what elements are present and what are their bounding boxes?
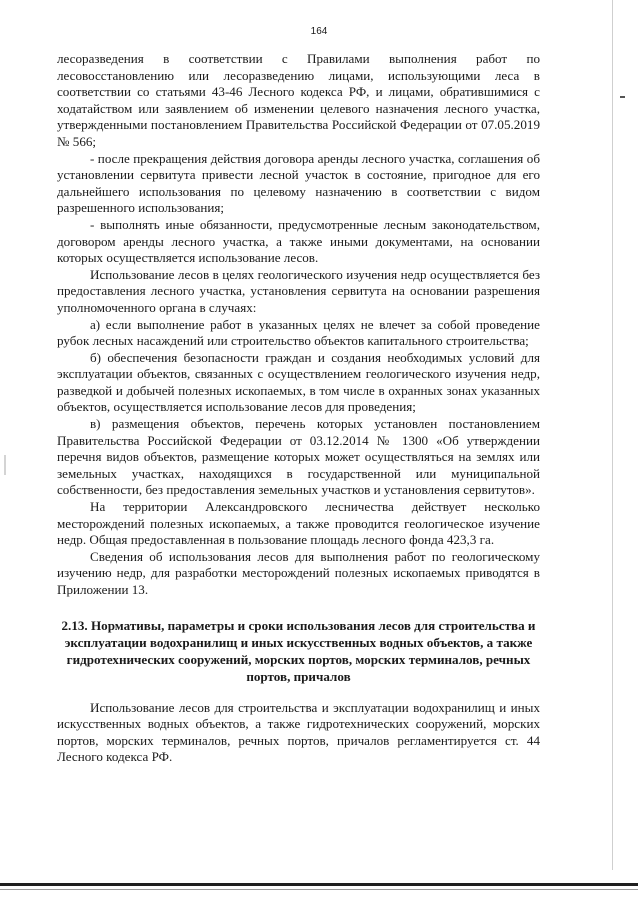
paragraph: Использование лесов в целях геологического изучения недр осуществляется без предоставления лесного участка, установления сервитута на основании разрешения уполномоченного органа в случаях: [57,266,540,315]
section-heading: 2.13. Нормативы, параметры и сроки использования лесов для строительства и эксплуатации водохранилищ и иных искусственных водных объектов, а также гидротехнических сооружений, морских портов, морских терминалов, речных портов, причалов [61,617,536,684]
document-body [57,51,540,766]
paragraph-list-item: а) если выполнение работ в указанных целях не влечет за собой проведение рубок лесных насаждений или строительство объектов капитального строительства; [57,316,540,349]
scan-edge-line [612,0,613,870]
paragraph: На территории Александровского лесничества действует несколько месторождений полезных ископаемых, а также проводится геологическое изучение недр. Общая предоставленная в пользование площадь лесного фонда 423,3 га. [57,499,540,548]
bottom-scan-rule-thin [0,889,638,890]
scan-mark [620,96,625,98]
paragraph-list-item: б) обеспечения безопасности граждан и создания необходимых условий для эксплуатации объектов, связанных с осуществлением геологического изучения недр, разведкой и добычей полезных ископаемых, в том числе в охранных зонах указанных объектов, осуществляется использование лесов для проведения; [57,349,540,415]
paragraph-list-item: - после прекращения действия договора аренды лесного участка, соглашения об установлении сервитута привести лесной участок в состояние, пригодное для его дальнейшего использования по целевому назначению в соответствии с видом разрешенного использования; [57,150,540,216]
section-paragraph: Использование лесов для строительства и эксплуатации водохранилищ и иных искусственных водных объектов, а также гидротехнических сооружений, морских портов, морских терминалов, речных портов, причалов регламентируется ст. 44 Лесного кодекса РФ. [57,699,540,765]
page-number: 164 [310,26,328,37]
scan-smudge [4,455,6,475]
paragraph: Сведения об использования лесов для выполнения работ по геологическому изучению недр, для разработки месторождений полезных ископаемых приводятся в Приложении 13. [57,548,540,597]
paragraph-continuation: лесоразведения в соответствии с Правилами выполнения работ по лесовосстановлению или лесоразведению лицами, использующими леса в соответствии со статьями 43-46 Лесного кодекса РФ, и лицами, обратившимися с ходатайством или заявлением об изменении целевого назначения лесного участка, утвержденными постановлением Правительства Российской Федерации от 07.05.2019 № 566; [57,51,540,149]
bottom-scan-rule [0,883,638,886]
paragraph-list-item: в) размещения объектов, перечень которых установлен постановлением Правительства Российской Федерации от 03.12.2014 № 1300 «Об утверждении перечня видов объектов, размещение которых может осуществляться на землях или земельных участках, находящихся в государственной или муниципальной собственности, без предоставления земельных участков и установления сервитутов». [57,416,540,498]
paragraph-list-item: - выполнять иные обязанности, предусмотренные лесным законодательством, договором аренды лесного участка, а также иными документами, на основании которых осуществляется использование лесов. [57,216,540,266]
